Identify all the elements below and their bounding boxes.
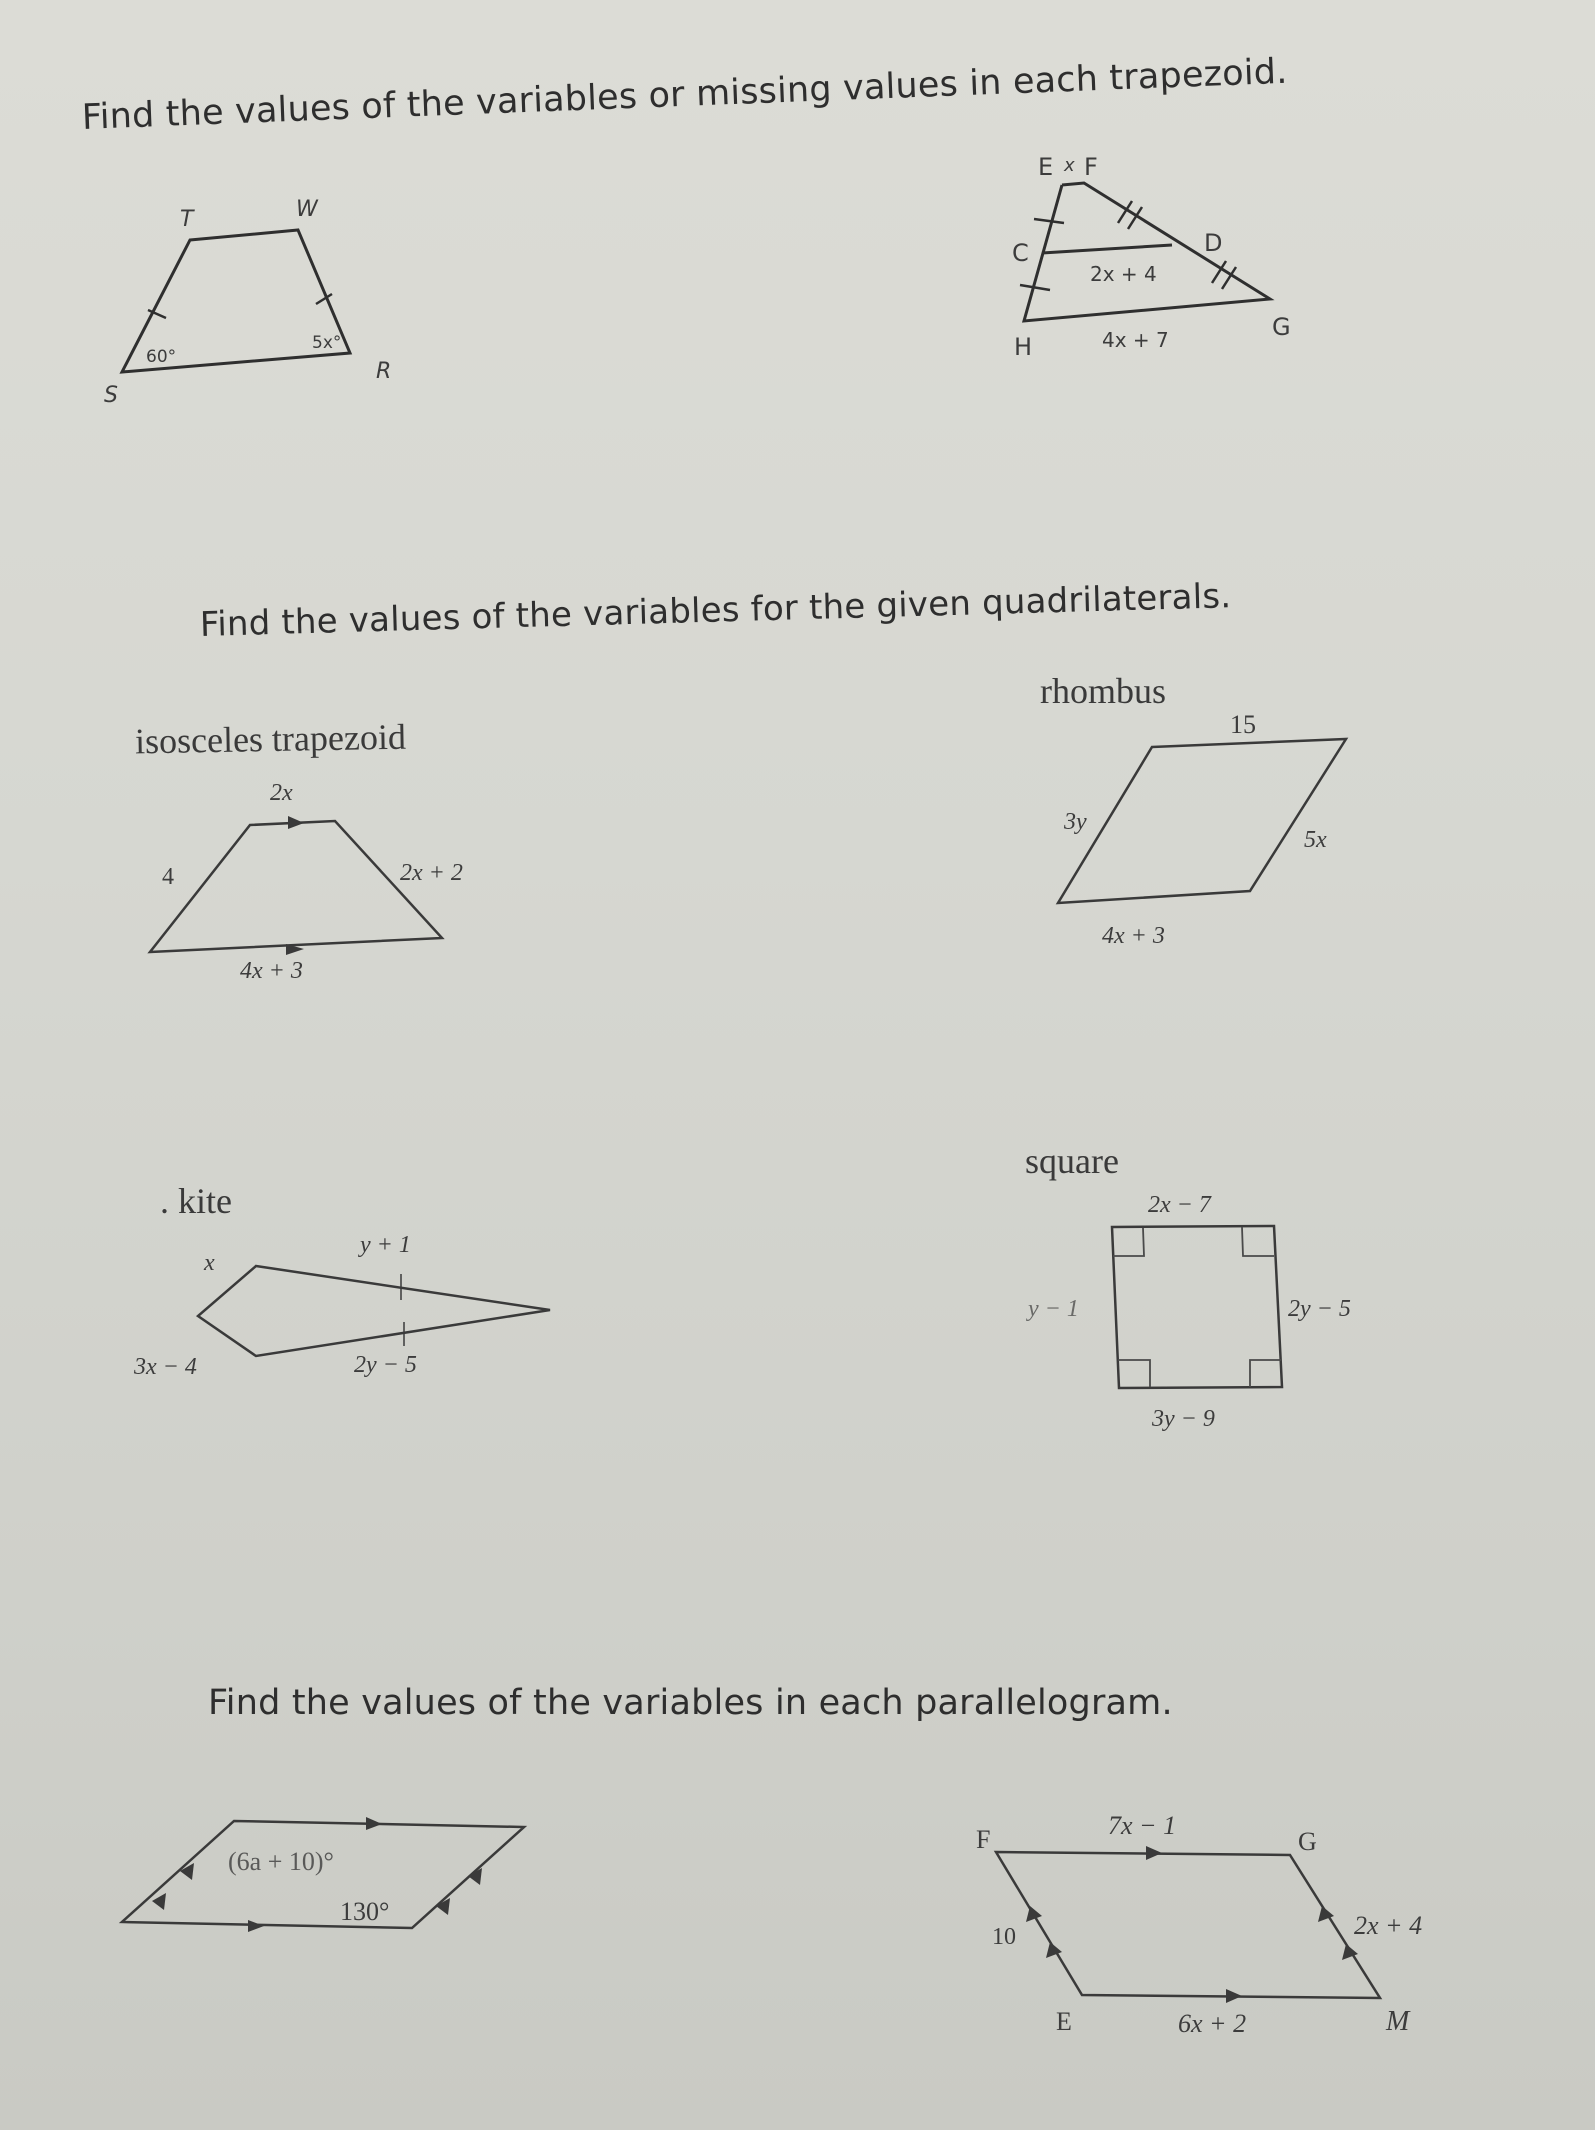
vertex-t-label: T: [180, 207, 194, 232]
bottom-base-label: 4x + 3: [240, 958, 303, 984]
vertex-s-label: S: [104, 383, 118, 408]
vertex-e-label: E: [1056, 2007, 1072, 2036]
isosceles-trapezoid-figure: [120, 770, 520, 1000]
vertex-w-label: W: [296, 197, 318, 222]
section-heading-quadrilaterals: Find the values of the variables for the given quadrilaterals.: [199, 576, 1232, 645]
angle-r-label: 5x°: [312, 333, 342, 353]
vertex-f-label: F: [1084, 153, 1098, 181]
vertex-h-label: H: [1014, 333, 1033, 361]
right-side-label: 5x: [1304, 827, 1327, 853]
vertex-d-label: D: [1204, 229, 1223, 257]
angle-6a-plus-10-label: (6a + 10)°: [228, 1847, 334, 1876]
section-heading-trapezoids: Find the values of the variables or missing values in each trapezoid.: [81, 51, 1289, 138]
bottom-side-label: 6x + 2: [1178, 2009, 1247, 2038]
bottom-side-label: 4x + 3: [1102, 923, 1165, 949]
top-base-label: x: [1064, 155, 1075, 176]
vertex-f-label: F: [976, 1825, 991, 1854]
isosceles-trapezoid-title: isosceles trapezoid: [134, 716, 407, 762]
top-base-label: 2x: [270, 780, 293, 806]
top-side-label: 7x − 1: [1108, 1811, 1177, 1840]
top-right-side-label: y + 1: [360, 1232, 411, 1258]
bottom-left-side-label: 3x − 4: [134, 1354, 197, 1380]
vertex-r-label: R: [376, 359, 392, 384]
kite-figure: [120, 1230, 560, 1410]
top-side-label: 2x − 7: [1148, 1192, 1211, 1218]
angle-130-label: 130°: [340, 1897, 390, 1926]
right-side-label: 2y − 5: [1288, 1296, 1351, 1322]
right-leg-label: 2x + 2: [400, 860, 463, 886]
rhombus-title: rhombus: [1040, 671, 1166, 711]
trapezoid-efgh-figure: [990, 135, 1320, 365]
kite-title: . kite: [160, 1181, 232, 1221]
bottom-right-side-label: 2y − 5: [354, 1352, 417, 1378]
rhombus-figure: [1040, 710, 1400, 955]
left-side-label: 3y: [1064, 809, 1087, 835]
vertex-c-label: C: [1012, 239, 1029, 267]
top-side-label: 15: [1230, 710, 1256, 739]
left-leg-label: 4: [162, 864, 174, 890]
angle-s-label: 60°: [146, 347, 177, 367]
left-side-label: 10: [992, 1924, 1016, 1950]
trapezoid-tswr-figure: [100, 190, 420, 410]
vertex-g-label: G: [1272, 313, 1291, 341]
vertex-e-label: E: [1038, 153, 1054, 181]
parallelogram-angles-figure: [110, 1800, 540, 1960]
midsegment-label: 2x + 4: [1090, 262, 1157, 286]
top-left-side-label: x: [204, 1250, 215, 1276]
parallelogram-fgme-figure: [950, 1790, 1530, 2060]
left-side-label: y − 1: [1028, 1296, 1079, 1322]
vertex-m-label: M: [1386, 2006, 1410, 2037]
right-side-label: 2x + 4: [1354, 1911, 1423, 1940]
bottom-side-label: 3y − 9: [1152, 1406, 1215, 1432]
section-heading-parallelograms: Find the values of the variables in each parallelogram.: [208, 1683, 1173, 1723]
bottom-base-label: 4x + 7: [1102, 328, 1169, 352]
square-figure: [1020, 1190, 1420, 1440]
vertex-g-label: G: [1298, 1827, 1317, 1856]
square-title: square: [1025, 1141, 1119, 1181]
